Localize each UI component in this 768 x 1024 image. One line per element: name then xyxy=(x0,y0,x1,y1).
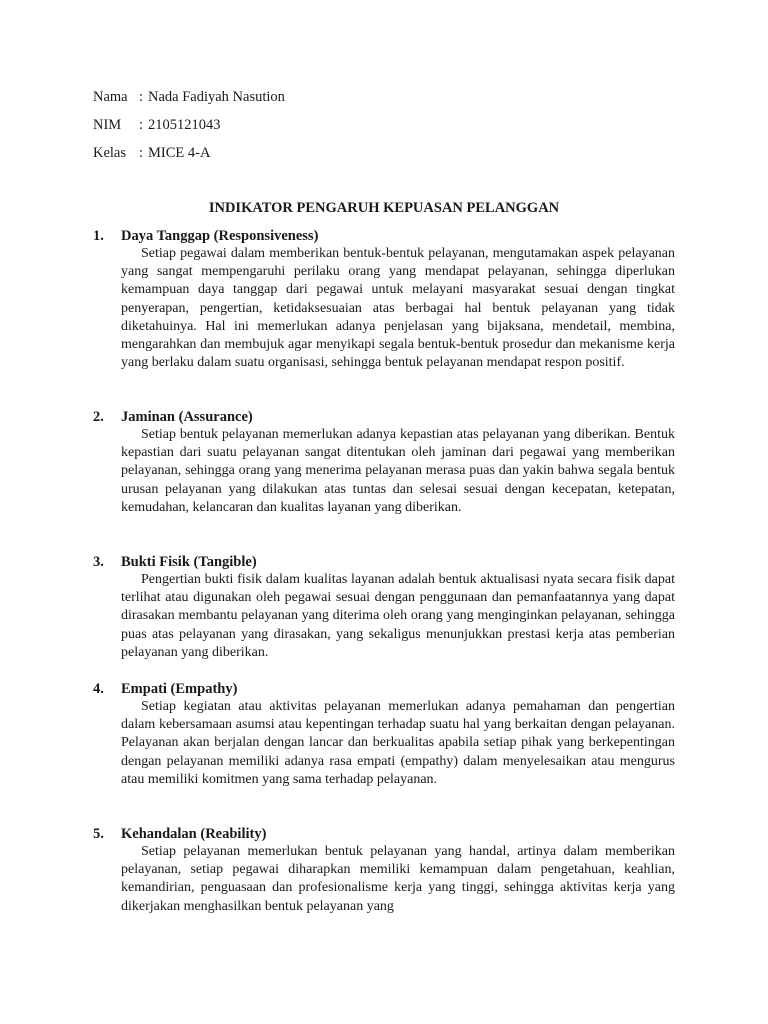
document-title: INDIKATOR PENGARUH KEPUASAN PELANGGAN xyxy=(208,200,560,216)
section-paragraph: Setiap bentuk pelayanan memerlukan adanya kepastian atas pelayanan yang diberikan. Bentuk kepastian dari suatu pelayanan sangat ditentukan oleh jaminan dari pegawai yang memberikan pelayanan, sehingga orang yang menerima pelayanan merasa puas dan yakin bahwa segala bentuk urusan pelayanan yang dilakukan atas tuntas dan selesai sesuai dengan kecepatan, ketepatan, kemudahan, kelancaran dan kualitas layanan yang diberikan. xyxy=(121,427,675,515)
class-separator: : xyxy=(139,145,144,161)
section-paragraph: Pengertian bukti fisik dalam kualitas layanan adalah bentuk aktualisasi nyata secara fisik dapat terlihat atau digunakan oleh pegawai sesuai dengan penggunaan dan pemanfaatannya yang dapat dirasakan membantu pelayanan yang diterima oleh orang yang menginginkan pelayanan, sehingga puas atas pelayanan yang dirasakan, yang sekaligus menunjukkan prestasi kerja atas pemberian pelayanan yang diberikan. xyxy=(121,572,675,660)
student-identity-block xyxy=(93,87,285,171)
section-tangible xyxy=(93,553,675,662)
class-label: Kelas xyxy=(93,145,127,161)
name-row xyxy=(93,87,285,115)
section-empathy xyxy=(93,680,675,789)
section-title: Daya Tanggap (Responsiveness) xyxy=(121,228,319,244)
section-title: Bukti Fisik (Tangible) xyxy=(121,554,257,570)
section-title: Empati (Empathy) xyxy=(121,681,238,697)
section-reliability xyxy=(93,825,675,916)
class-value: MICE 4-A xyxy=(148,145,211,161)
section-number: 1. xyxy=(93,228,104,244)
section-number: 2. xyxy=(93,409,104,425)
section-number: 5. xyxy=(93,826,104,842)
name-separator: : xyxy=(139,89,144,105)
section-paragraph: Setiap kegiatan atau aktivitas pelayanan memerlukan adanya pemahaman dan pengertian dalam kebersamaan asumsi atau kepentingan terhadap suatu hal yang berkaitan dengan pelayanan. Pelayanan akan berjalan dengan lancar dan berkualitas apabila setiap pihak yang berkepentingan dengan pelayanan memiliki adanya rasa empati (empathy) dalam menyelesaikan atau mengurus atau memiliki komitmen yang sama terhadap pelayanan. xyxy=(121,699,675,787)
nim-label: NIM xyxy=(93,117,122,133)
nim-separator: : xyxy=(139,117,144,133)
section-heading xyxy=(93,227,675,245)
section-paragraph: Setiap pegawai dalam memberikan bentuk-bentuk pelayanan, mengutamakan aspek pelayanan yang sangat mempengaruhi perilaku orang yang mendapat pelayanan, sehingga diperlukan kemampuan daya tanggap dari pegawai untuk melayani masyarakat sesuai dengan tingkat penyerapan, pengertian, ketidaksesuaian atas berbagai hal bentuk pelayanan yang tidak diketahuinya. Hal ini memerlukan adanya penjelasan yang bijaksana, mendetail, membina, mengarahkan dan membujuk agar menyikapi segala bentuk-bentuk prosedur dan mekanisme kerja yang berlaku dalam suatu organisasi, sehingga bentuk pelayanan mendapat respon positif. xyxy=(121,246,675,371)
section-paragraph: Setiap pelayanan memerlukan bentuk pelayanan yang handal, artinya dalam memberikan pelayanan, setiap pegawai diharapkan memiliki kemampuan dalam pengetahuan, keahlian, kemandirian, penguasaan dan profesionalisme kerja yang tinggi, sehingga aktivitas kerja yang dikerjakan menghasilkan bentuk pelayanan yang xyxy=(121,844,675,914)
class-row xyxy=(93,143,285,171)
section-number: 4. xyxy=(93,681,104,697)
section-heading xyxy=(93,825,675,843)
section-number: 3. xyxy=(93,554,104,570)
section-heading xyxy=(93,553,675,571)
section-heading xyxy=(93,680,675,698)
section-heading xyxy=(93,408,675,426)
nim-row xyxy=(93,115,285,143)
section-responsiveness xyxy=(93,227,675,372)
name-label: Nama xyxy=(93,89,128,105)
name-value: Nada Fadiyah Nasution xyxy=(148,89,285,105)
section-title: Kehandalan (Reability) xyxy=(121,826,267,842)
section-assurance xyxy=(93,408,675,517)
section-title: Jaminan (Assurance) xyxy=(121,409,253,425)
nim-value: 2105121043 xyxy=(148,117,221,133)
